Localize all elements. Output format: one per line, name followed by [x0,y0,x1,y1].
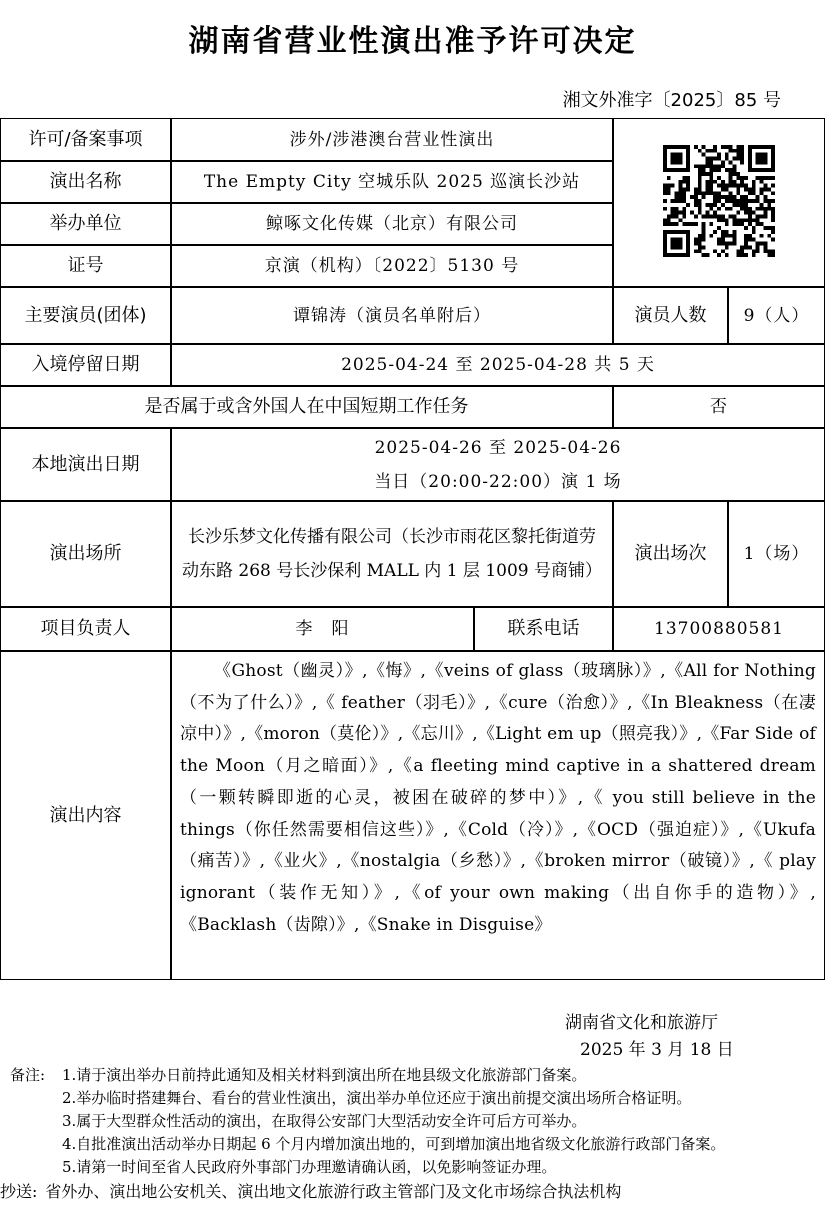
note-row [10,1133,725,1156]
note-row [10,1156,725,1179]
note-item: 2.举办临时搭建舞台、看台的营业性演出，演出举办单位还应于演出前提交演出场所合格证明。 [62,1089,692,1107]
performer-count-label: 演员人数 [613,287,728,344]
issuer: 湖南省文化和旅游厅 [565,1013,718,1033]
note-item: 1.请于演出举办日前持此通知及相关材料到演出所在地县级文化旅游部门备案。 [62,1066,587,1084]
main-performer-label: 主要演员(团体) [0,287,171,344]
phone-label: 联系电话 [474,607,613,651]
short-term-work-label: 是否属于或含外国人在中国短期工作任务 [0,386,613,428]
local-dates-label: 本地演出日期 [0,428,171,501]
notes-label: 备注: [10,1066,46,1084]
note-item: 5.请第一时间至省人民政府外事部门办理邀请确认函，以免影响签证办理。 [62,1158,557,1176]
organizer-label: 举办单位 [0,203,171,245]
permit-type-value: 涉外/涉港澳台营业性演出 [171,118,613,161]
venue-label: 演出场所 [0,501,171,607]
note-row [10,1087,725,1110]
manager-value: 李 阳 [171,607,474,651]
license-value: 京演（机构）〔2022〕5130 号 [171,245,613,287]
show-count-value: 1（场） [728,501,825,607]
content-value: 《Ghost（幽灵）》,《悔》,《veins of glass（玻璃脉）》,《All for Nothing（不为了什么）》,《 feather（羽毛）》,《cure（治愈）》,《In Bleakness（在凄凉中）》,《moron（莫伦）》,《忘川》,《Light em up（照亮我）》,《Far Side of the Moon（月之暗面）》,《a fleeting mind captive in a shattered dream（一颗转瞬即逝的心灵，被困在破碎的梦中）》,《 you still believe in the things（你任然需要相信这些）》,《Cold（冷）》,《OCD（强迫症）》,《Ukufa（痛苦）》,《业火》,《nostalgia（乡愁）》,《broken mirror（破镜）》,《 play ignorant（装作无知）》,《of your own making（出自你手的造物）》,《Backlash（齿隙）》,《Snake in Disguise》 [171,651,825,980]
show-name-label: 演出名称 [0,161,171,203]
organizer-value: 鲸啄文化传媒（北京）有限公司 [171,203,613,245]
show-count-label: 演出场次 [613,501,728,607]
local-dates-time: 当日（20:00-22:00）演 1 场 [374,471,622,492]
short-term-work-value: 否 [613,386,825,428]
note-row [10,1064,725,1087]
phone-value: 13700880581 [613,607,825,651]
stay-dates-label: 入境停留日期 [0,344,171,386]
cc-line [0,1181,621,1203]
note-item: 3.属于大型群众性活动的演出，在取得公安部门大型活动安全许可后方可举办。 [62,1112,587,1130]
notes [10,1064,725,1179]
performer-count-value: 9（人） [728,287,825,344]
local-dates-value [171,428,825,501]
local-dates-range: 2025-04-26 至 2025-04-26 [374,437,622,458]
license-label: 证号 [0,245,171,287]
qr-code-icon [663,145,775,257]
note-item: 4.自批准演出活动举办日期起 6 个月内增加演出地的，可到增加演出地省级文化旅游行政部门备案。 [62,1135,726,1153]
permit-type-label: 许可/备案事项 [0,118,171,161]
venue-value: 长沙乐梦文化传播有限公司（长沙市雨花区黎托街道劳动东路 268 号长沙保利 MALL 内 1 层 1009 号商铺） [171,501,613,607]
show-name-value: The Empty City 空城乐队 2025 巡演长沙站 [171,161,613,203]
content-label: 演出内容 [0,651,171,980]
document-number: 湘文外准字〔2025〕85 号 [562,90,781,111]
page-title: 湖南省营业性演出准予许可决定 [188,24,637,59]
cc-value: 省外办、演出地公安机关、演出地文化旅游行政主管部门及文化市场综合执法机构 [45,1182,622,1201]
manager-label: 项目负责人 [0,607,171,651]
cc-label: 抄送: [0,1182,38,1201]
stay-dates-value: 2025-04-24 至 2025-04-28 共 5 天 [171,344,825,386]
main-performer-value: 谭锦涛（演员名单附后） [171,287,613,344]
issue-date: 2025 年 3 月 18 日 [580,1040,734,1060]
note-row [10,1110,725,1133]
